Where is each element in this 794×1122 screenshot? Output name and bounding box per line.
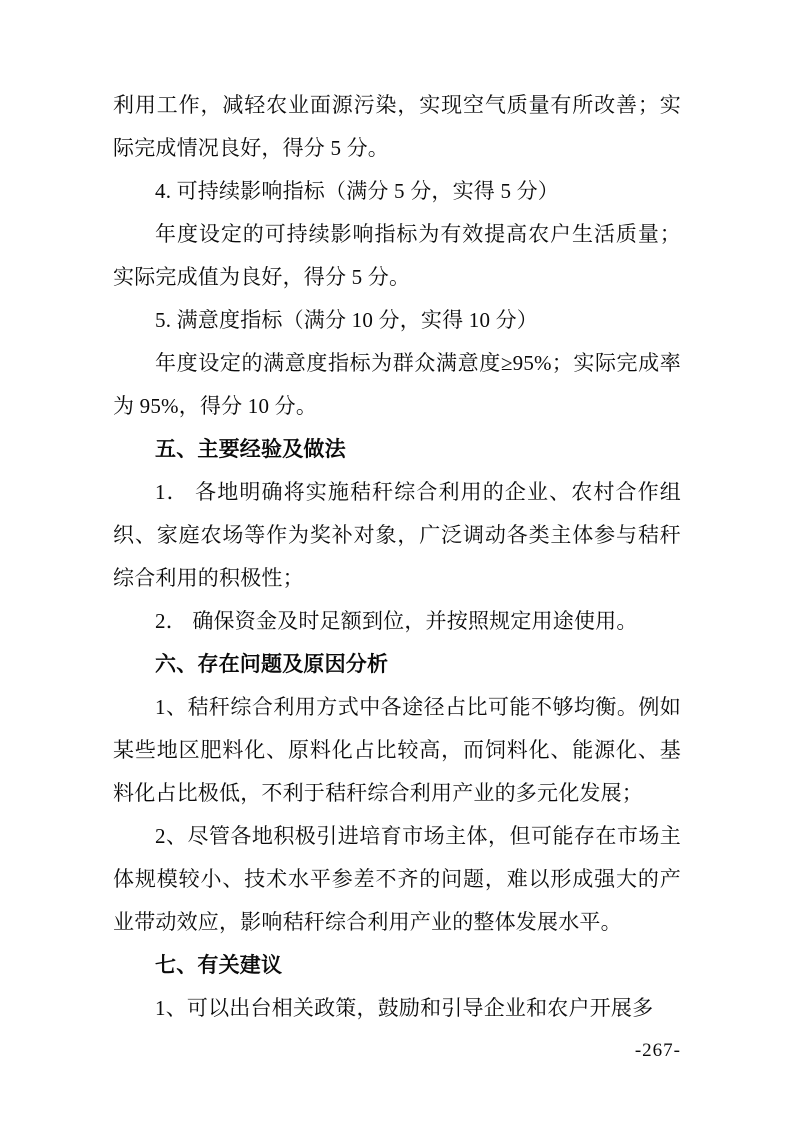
- paragraph-indicator-4-body: 年度设定的可持续影响指标为有效提高农户生活质量；实际完成值为良好，得分 5 分。: [113, 222, 681, 289]
- paragraph-suggestion-1: 1、可以出台相关政策，鼓励和引导企业和农户开展多: [155, 996, 654, 1020]
- paragraph-problem-1: 1、秸秆综合利用方式中各途径占比可能不够均衡。例如某些地区肥料化、原料化占比较高，而饲料化、能源化、基料化占比极低，不利于秸秆综合利用产业的多元化发展；: [113, 695, 681, 805]
- paragraph-experience-1: 1． 各地明确将实施秸秆综合利用的企业、农村合作组织、家庭农场等作为奖补对象，广泛调动各类主体参与秸秆综合利用的积极性；: [113, 480, 681, 590]
- section-heading-five: 五、主要经验及做法: [155, 438, 346, 461]
- section-heading-six: 六、存在问题及原因分析: [155, 653, 389, 676]
- page-body: [113, 84, 681, 1030]
- paragraph-indicator-5-body: 年度设定的满意度指标为群众满意度≥95%；实际完成率为 95%，得分 10 分。: [113, 351, 681, 418]
- page-number: -267-: [634, 1040, 681, 1061]
- paragraph-indicator-4-title: 4. 可持续影响指标（满分 5 分，实得 5 分）: [155, 179, 559, 203]
- paragraph-problem-2: 2、尽管各地积极引进培育市场主体，但可能存在市场主体规模较小、技术水平参差不齐的问题，难以形成强大的产业带动效应，影响秸秆综合利用产业的整体发展水平。: [113, 824, 681, 934]
- paragraph-continuation: 利用工作，减轻农业面源污染，实现空气质量有所改善；实际完成情况良好，得分 5 分。: [113, 93, 681, 160]
- paragraph-experience-2: 2． 确保资金及时足额到位，并按照规定用途使用。: [155, 609, 638, 633]
- paragraph-indicator-5-title: 5. 满意度指标（满分 10 分，实得 10 分）: [155, 308, 538, 332]
- section-heading-seven: 七、有关建议: [155, 954, 283, 977]
